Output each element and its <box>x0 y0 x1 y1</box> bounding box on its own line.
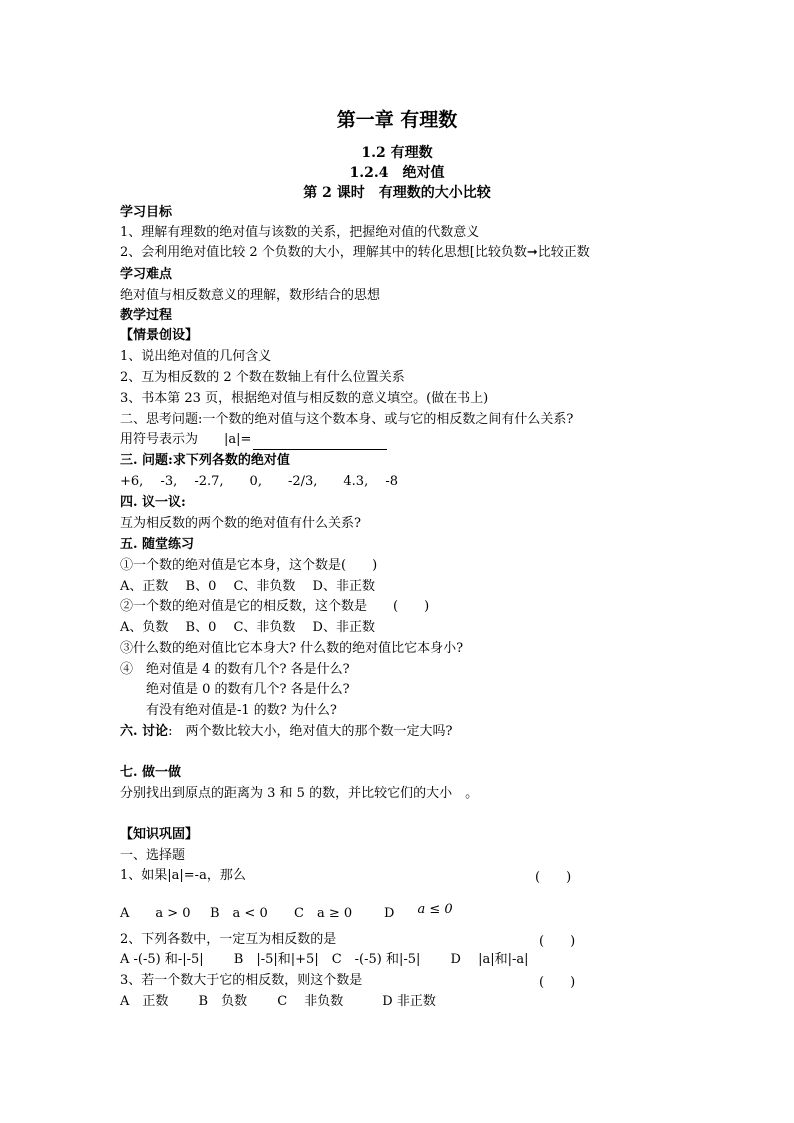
q5-line: A、正数 B、0 C、非负数 D、非正数 <box>120 579 375 594</box>
symbol-prefix: 用符号表示为 |a|= <box>120 432 252 447</box>
q7-heading: 七. 做一做 <box>120 765 182 780</box>
q5-line: ③什么数的绝对值比它本身大? 什么数的绝对值比它本身小? <box>120 641 464 656</box>
q3-numbers: +6, -3, -2.7, 0, -2/3, 4.3, -8 <box>120 474 399 489</box>
choice-q1: 1、如果|a|=-a，那么 <box>120 868 246 883</box>
q4-text: 互为相反数的两个数的绝对值有什么关系? <box>120 516 361 531</box>
answer-blank[interactable] <box>253 436 387 450</box>
scenario-item: 二、思考问题:一个数的绝对值与这个数本身、或与它的相反数之间有什么关系? <box>120 412 574 427</box>
process-heading: 教学过程 <box>120 308 173 323</box>
q1-option-a: A a > 0 <box>120 906 191 921</box>
lesson-title: 第 2 课时 有理数的大小比较 <box>303 185 491 201</box>
answer-paren[interactable]: ( ) <box>539 934 576 949</box>
goals-heading: 学习目标 <box>120 205 173 220</box>
q4-heading: 四. 议一议: <box>120 495 186 510</box>
q7-text: 分别找出到原点的距离为 3 和 5 的数，并比较它们的大小 。 <box>120 786 479 801</box>
q6-prefix: 六. 讨论 <box>120 724 169 739</box>
answer-paren[interactable]: ( ) <box>535 870 572 885</box>
scenario-heading: 【情景创设】 <box>120 328 199 343</box>
q5-heading: 五. 随堂练习 <box>120 537 195 552</box>
symbol-line <box>120 430 387 450</box>
q1-option-d-math: a ≤ 0 <box>417 902 453 917</box>
q2-options: A -(-5) 和-|-5| B |-5|和|+5| C -(-5) 和|-5| D |a|和|-a| <box>120 952 529 967</box>
choice-section: 一、选择题 <box>120 848 186 863</box>
q3-options: A 正数 B 负数 C 非负数 D 非正数 <box>120 994 436 1009</box>
q1-option-b: B a < 0 <box>210 906 268 921</box>
answer-paren[interactable]: ( ) <box>539 975 576 990</box>
q6-text: : 两个数比较大小，绝对值大的那个数一定大吗? <box>168 724 453 739</box>
section-title: 1.2 有理数 <box>361 145 433 161</box>
q1-option-d <box>384 902 453 921</box>
goal-item: 2、会利用绝对值比较 2 个负数的大小，理解其中的转化思想[比较负数➞比较正数 <box>120 245 590 260</box>
goal-item: 1、理解有理数的绝对值与该数的关系，把握绝对值的代数意义 <box>120 225 480 240</box>
scenario-item: 3、书本第 23 页，根据绝对值与相反数的意义填空。(做在书上) <box>120 391 489 406</box>
q5-line: A、负数 B、0 C、非负数 D、非正数 <box>120 620 375 635</box>
consolidation-heading: 【知识巩固】 <box>120 827 199 842</box>
q5-line: ①一个数的绝对值是它本身，这个数是( ) <box>120 558 378 573</box>
choice-q2: 2、下列各数中，一定互为相反数的是 <box>120 932 337 947</box>
choice-q3: 3、若一个数大于它的相反数，则这个数是 <box>120 973 363 988</box>
difficulty-text: 绝对值与相反数意义的理解，数形结合的思想 <box>120 288 381 303</box>
q3-heading: 三. 问题:求下列各数的绝对值 <box>120 453 290 468</box>
subsection-title: 1.2.4 绝对值 <box>349 165 445 181</box>
chapter-title: 第一章 有理数 <box>336 109 458 131</box>
q5-line: 有没有绝对值是-1 的数? 为什么? <box>120 703 337 718</box>
q1-option-c: C a ≥ 0 <box>294 906 353 921</box>
q5-line: 绝对值是 0 的数有几个? 各是什么? <box>120 682 350 697</box>
q1-option-d-label: D <box>384 906 408 921</box>
difficulty-heading: 学习难点 <box>120 267 173 282</box>
scenario-item: 1、说出绝对值的几何含义 <box>120 349 272 364</box>
q5-line: ④ 绝对值是 4 的数有几个? 各是什么? <box>120 662 350 677</box>
scenario-item: 2、互为相反数的 2 个数在数轴上有什么位置关系 <box>120 370 405 385</box>
q5-line: ②一个数的绝对值是它的相反数，这个数是 ( ) <box>120 599 430 614</box>
q6-line <box>120 722 452 742</box>
